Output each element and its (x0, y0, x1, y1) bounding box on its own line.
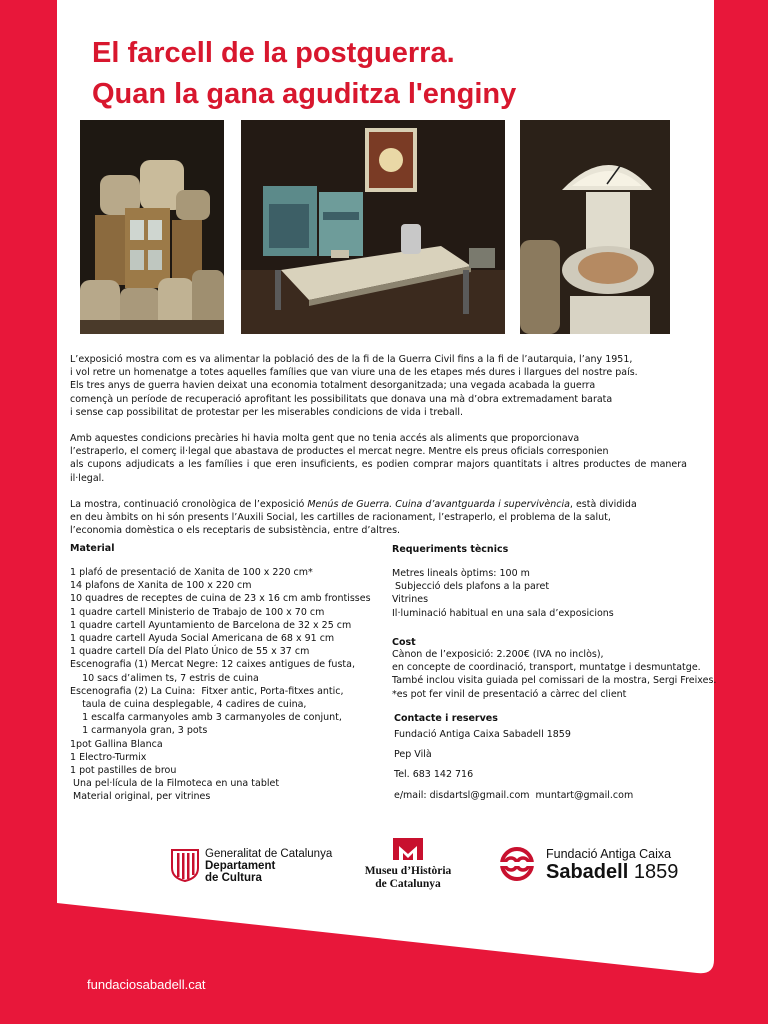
material-item: 1 carmanyola gran, 3 pots (70, 725, 208, 737)
fundacio-year: 1859 (633, 861, 679, 883)
requirements-section (392, 544, 714, 620)
material-item: 1 escalfa carmanyoles amb 3 carmanyoles de conjunt, (70, 712, 342, 724)
museu-line-2: de Catalunya (375, 877, 441, 890)
footer-website-link[interactable]: fundaciosabadell.cat (87, 977, 206, 992)
intro-p3-italic-title: Menús de Guerra. Cuina d’avantguarda i supervivència (307, 498, 570, 510)
material-item: 10 sacs d’alimen ts, 7 estris de cuina (70, 672, 259, 684)
cost-list (392, 648, 717, 701)
intro-p1-line-4: començà un període de recuperació aprofitant les possibilitats que donava una mà d’obra extremadament barata (70, 393, 613, 405)
museu-emblem-icon (393, 838, 423, 860)
intro-p3-tail: , està dividida (569, 498, 637, 510)
material-item: 1 pot pastilles de brou (70, 765, 177, 777)
material-item: 1 plafó de presentació de Xanita de 100 x 220 cm* (70, 567, 313, 578)
intro-text (70, 353, 687, 537)
material-section (70, 543, 390, 804)
material-heading: Material (70, 543, 115, 554)
contact-email[interactable]: e/mail: disdartsl@gmail.com muntart@gmail.com (394, 789, 634, 801)
generalitat-line-3: de Cultura (205, 872, 262, 884)
material-item: 1 quadre cartell Ministerio de Trabajo de 100 x 70 cm (70, 606, 325, 618)
generalitat-line-1: Generalitat de Catalunya (205, 848, 333, 860)
requirements-heading: Requeriments tècnics (392, 544, 509, 555)
cost-item: Cànon de l’exposició: 2.200€ (IVA no inclòs), (392, 649, 604, 660)
generalitat-line-2: Departament (205, 860, 276, 872)
fundacio-line-1: Fundació Antiga Caixa (546, 847, 672, 861)
generalitat-emblem-icon (170, 848, 200, 882)
material-item: 1 quadre cartell Ayuntamiento de Barcelona de 32 x 25 cm (70, 619, 352, 631)
material-list (70, 566, 390, 804)
contact-heading: Contacte i reserves (394, 713, 498, 724)
white-sheet (57, 0, 717, 1024)
intro-p2-line-3: als cupons adjudicats a les famílies i que eren insuficients, es podien comprar majors quantitats i altres productes de manera il·legal. (70, 459, 687, 484)
material-item: 1 quadre cartell Día del Plato Único de 55 x 37 cm (70, 646, 310, 658)
cost-item: També inclou visita guiada pel comissari de la mostra, Sergi Freixes. (392, 675, 717, 687)
material-item: 1 quadre cartell Ayuda Social Americana de 68 x 91 cm (70, 633, 335, 645)
requirement-item: Metres lineals òptims: 100 m (392, 568, 530, 579)
photo-scale (520, 120, 670, 334)
museu-line-1: Museu d’Història (364, 865, 452, 877)
intro-p3-lead: La mostra, continuació cronològica de l’exposició (70, 498, 308, 510)
fundacio-sabadell: Sabadell (546, 861, 629, 883)
title-line-1: El farcell de la postguerra. (92, 37, 455, 69)
contact-phone[interactable]: Tel. 683 142 716 (394, 769, 474, 781)
intro-p3-line-2: en deu àmbits on hi són presents l’Auxili Social, les cartilles de racionament, l’estraperlo, el problema de la salut, (70, 512, 611, 524)
photo-kitchen (241, 120, 505, 334)
fundacio-emblem-icon (494, 846, 540, 882)
intro-paragraph-3 (70, 498, 687, 538)
requirement-item: Il·luminació habitual en una sala d’exposicions (392, 607, 614, 619)
material-item: 10 quadres de receptes de cuina de 23 x 16 cm amb frontisses (70, 593, 371, 605)
material-item: 14 plafons de Xanita de 100 x 220 cm (70, 580, 252, 592)
intro-p2-line-1: Amb aquestes condicions precàries hi havia molta gent que no tenia accés als aliments que proporcionava (70, 433, 580, 445)
intro-paragraph-1 (70, 353, 687, 419)
photo-black-market (80, 120, 224, 334)
logo-museu (347, 838, 469, 894)
material-item: Escenografia (2) La Cuina: Fitxer antic, Porta-fitxes antic, (70, 685, 344, 697)
intro-p2-line-2: l’estraperlo, el comerç il·legal que abastava de productes el mercat negre. Mentre els preus oficials corresponien (70, 446, 609, 458)
page-title (92, 33, 692, 115)
intro-p1-line-2: i vol retre un homenatge a totes aquelles famílies que van viure una de les etapes més dures i llargues del nostre país. (70, 367, 638, 379)
cost-item: *es pot fer vinil de presentació a càrrec del client (392, 688, 627, 700)
material-item: Escenografia (1) Mercat Negre: 12 caixes antigues de fusta, (70, 659, 355, 671)
requirement-item: Subjecció dels plafons a la paret (392, 581, 550, 593)
material-item: Una pel·lícula de la Filmoteca en una tablet (70, 778, 280, 790)
contact-section (394, 713, 714, 802)
contact-person: Pep Vilà (394, 749, 432, 761)
intro-p1-line-3: Els tres anys de guerra havien deixat una economia totalment desorganitzada; una vegada acabada la guerra (70, 380, 596, 392)
title-line-2: Quan la gana aguditza l'enginy (92, 78, 517, 110)
intro-p1-line-5: i sense cap possibilitat de protestar per les miserables condicions de vida i treball. (70, 406, 464, 418)
requirements-list (392, 567, 714, 620)
intro-paragraph-2 (70, 432, 687, 485)
cost-section (392, 637, 717, 701)
material-item: taula de cuina desplegable, 4 cadires de cuina, (70, 699, 307, 711)
material-item: 1 Electro-Turmix (70, 751, 147, 763)
logo-fundacio (494, 844, 704, 886)
cost-heading: Cost (392, 637, 416, 648)
cost-item: en concepte de coordinació, transport, muntatge i desmuntatge. (392, 662, 701, 674)
requirement-item: Vitrines (392, 594, 429, 606)
intro-p1-line-1: L’exposició mostra com es va alimentar la població des de la fi de la Guerra Civil fins a la fi de l’autarquia, l’any 1951, (70, 354, 633, 365)
contact-organization: Fundació Antiga Caixa Sabadell 1859 (394, 729, 571, 740)
material-item: Material original, per vitrines (70, 791, 211, 803)
material-item: 1pot Gallina Blanca (70, 738, 163, 750)
logo-generalitat (170, 846, 333, 886)
intro-p3-line-3: l’economia domèstica o els receptaris de subsistència, entre d’altres. (70, 525, 401, 537)
